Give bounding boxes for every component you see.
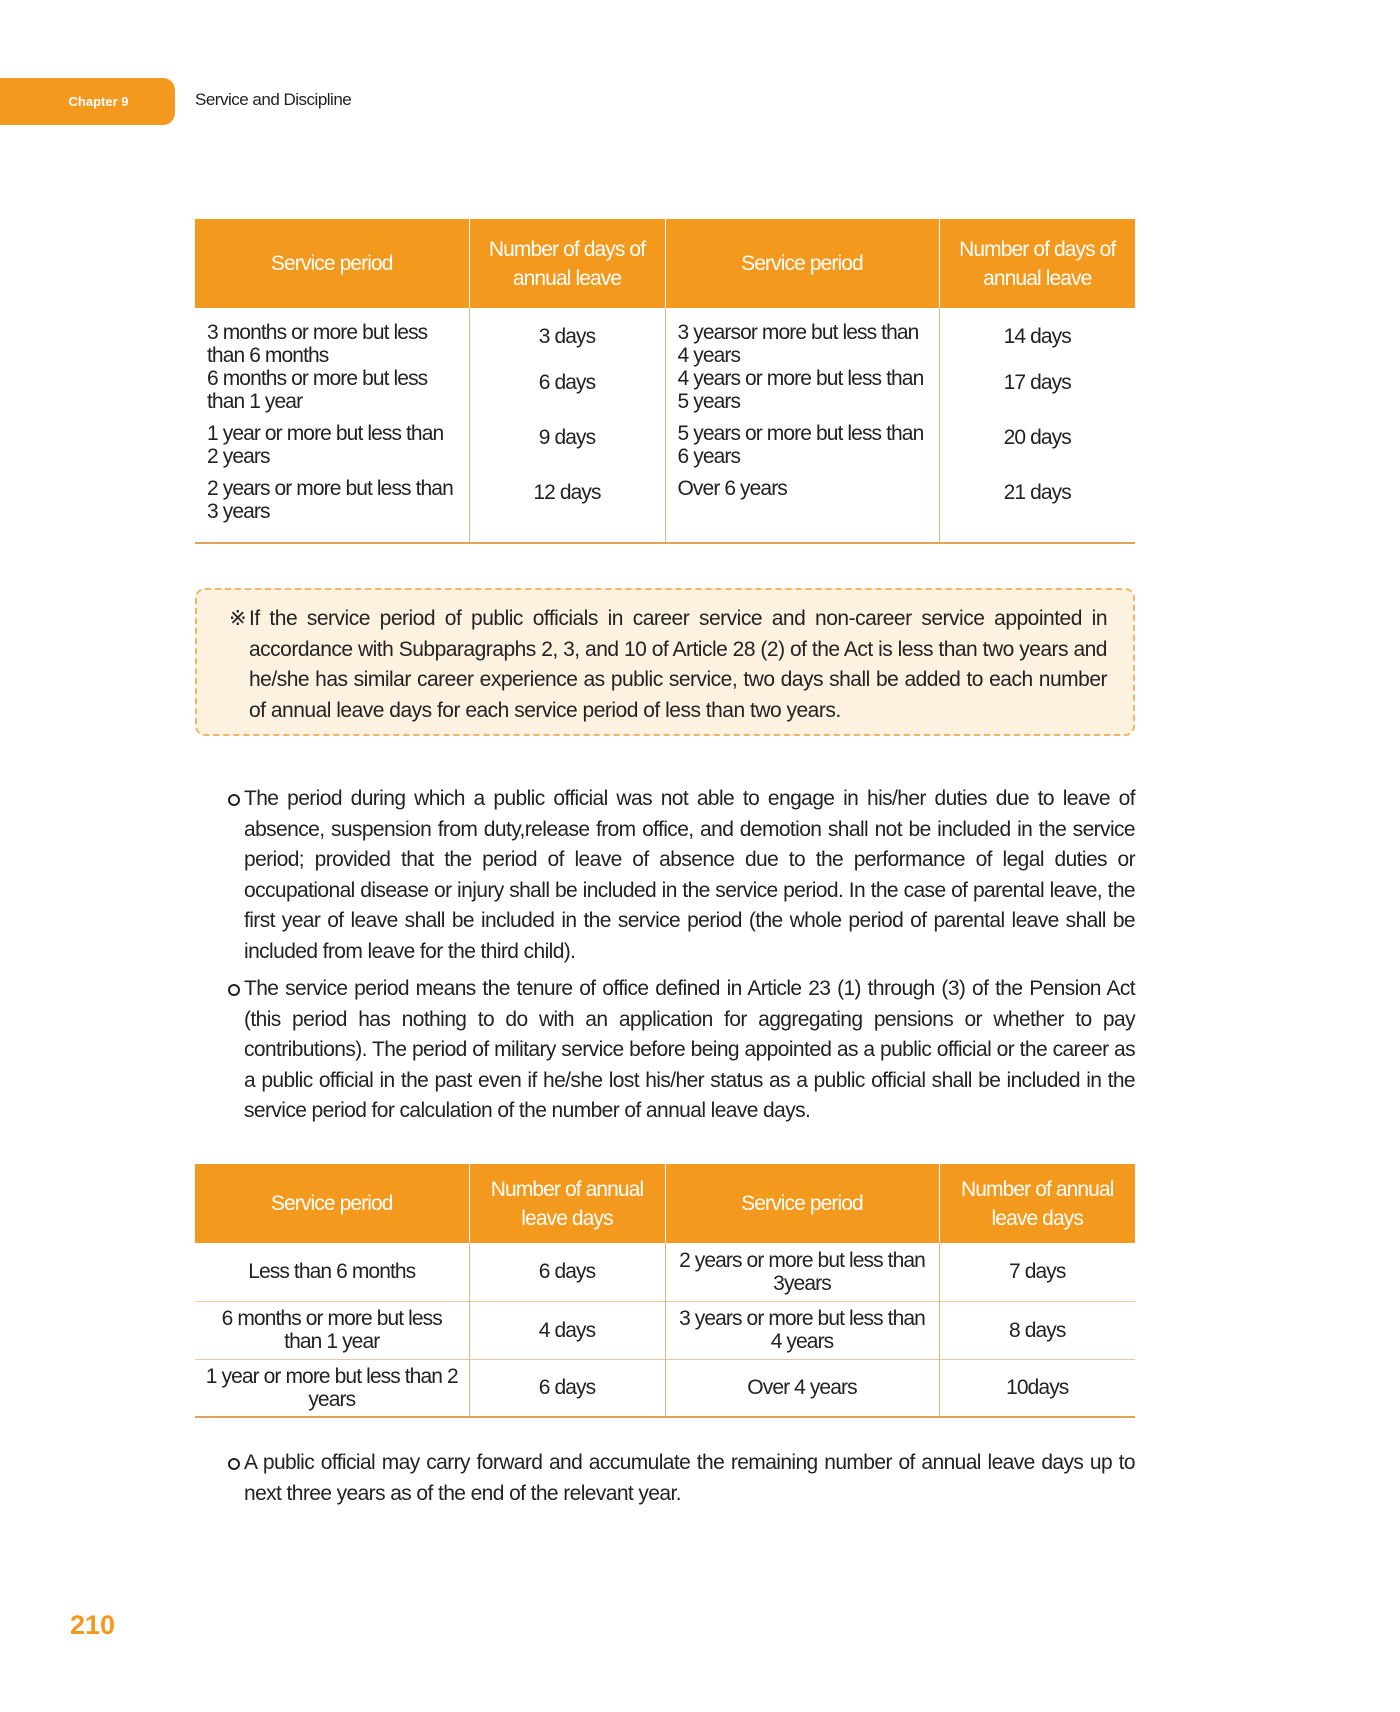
table-cell: 5 years or more but less than 6 years: [665, 422, 939, 477]
table-cell: 14 days: [939, 308, 1135, 367]
table-row: [195, 308, 1135, 367]
table-cell: 2 years or more but less than 3 years: [207, 477, 453, 523]
chapter-label: Chapter 9: [68, 94, 129, 109]
bullet-text: The service period means the tenure of office defined in Article 23 (1) through (3) of the Pension Act (this period has nothing to do with an application for aggregating pensions or whether to pay contributions). The period of military service before being appointed as a public official or the career as a public official in the past even if he/she lost his/her status as a public official shall be included in the service period for calculation of the number of annual leave days.: [244, 977, 1135, 1122]
table-cell: 6 days: [469, 1359, 665, 1417]
page-number: 210: [70, 1610, 116, 1640]
table-cell: 6 months or more but less than 1 year: [207, 367, 428, 413]
chapter-tab: [0, 78, 175, 125]
table-cell: 6 days: [469, 1243, 665, 1301]
table-cell: 3 years or more but less than 4 years: [665, 1301, 939, 1359]
table-cell: 3 yearsor more but less than 4 years: [665, 308, 939, 367]
column-header: Service period: [195, 1164, 469, 1243]
table-row: [195, 367, 1135, 422]
table-header-row: [195, 219, 1135, 308]
table-cell: 17 days: [939, 367, 1135, 422]
table-cell: 20 days: [939, 422, 1135, 477]
column-header: Number of days of annual leave: [939, 219, 1135, 308]
column-header: Service period: [665, 219, 939, 308]
bullet-text: The period during which a public official was not able to engage in his/her duties due to leave of absence, suspension from duty,release from office, and demotion shall not be included in the service period; provided that the period of leave of absence due to the performance of legal duties or occupational disease or injury shall be included in the service period. In the case of parental leave, the first year of leave shall be included in the service period (the whole period of parental leave shall be included from leave for the third child).: [244, 787, 1135, 963]
table-cell: 3 months or more but less than 6 months: [207, 321, 428, 367]
table-cell: 4 years or more but less than 5 years: [665, 367, 939, 422]
table-cell: 3 days: [469, 308, 665, 367]
note-box: [195, 588, 1135, 736]
bullet-item: [228, 974, 1135, 1127]
reference-mark: ※: [229, 607, 247, 630]
table-cell: 1 year or more but less than 2 years: [207, 422, 444, 468]
table-cell: 1 year or more but less than 2 years: [195, 1359, 469, 1417]
table-cell: 6 months or more but less than 1 year: [195, 1301, 469, 1359]
column-header: Number of annual leave days: [469, 1164, 665, 1243]
table-cell: Less than 6 months: [248, 1260, 416, 1284]
bullet-circle-icon: [228, 794, 240, 806]
table-cell: 10days: [939, 1359, 1135, 1417]
annual-leave-table: [195, 219, 1135, 544]
column-header: Number of annual leave days: [939, 1164, 1135, 1243]
table-row: [195, 1359, 1135, 1417]
table-row: [195, 422, 1135, 477]
bullet-item: [228, 1448, 1135, 1509]
note-text: If the service period of public officials in career service and non-career service appointed in accordance with Subparagraphs 2, 3, and 10 of Article 28 (2) of the Act is less than two years and he/she has similar career experience as public service, two days shall be added to each number of annual leave days for each service period of less than two years.: [249, 607, 1107, 722]
bullet-circle-icon: [228, 984, 240, 996]
table-cell: 6 days: [469, 367, 665, 422]
table-cell: 8 days: [939, 1301, 1135, 1359]
column-header: Service period: [195, 219, 469, 308]
bullet-circle-icon: [228, 1458, 240, 1470]
table-row: [195, 1243, 1135, 1301]
column-header: Service period: [665, 1164, 939, 1243]
column-header: Number of days of annual leave: [469, 219, 665, 308]
table-row: [195, 1301, 1135, 1359]
section-title: Service and Discipline: [195, 90, 352, 109]
table-cell: 21 days: [939, 477, 1135, 543]
table-cell: Over 4 years: [665, 1359, 939, 1417]
bullet-item: [228, 784, 1135, 967]
table-cell: 9 days: [469, 422, 665, 477]
table-cell: 12 days: [469, 477, 665, 543]
table-cell: 4 days: [469, 1301, 665, 1359]
table-cell: 2 years or more but less than 3years: [665, 1243, 939, 1301]
annual-leave-table-2: [195, 1164, 1135, 1418]
table-header-row: [195, 1164, 1135, 1243]
bullet-text: A public official may carry forward and accumulate the remaining number of annual leave days up to next three years as of the end of the relevant year.: [244, 1451, 1135, 1505]
table-row: [195, 477, 1135, 543]
table-cell: 7 days: [939, 1243, 1135, 1301]
table-cell: Over 6 years: [665, 477, 939, 543]
